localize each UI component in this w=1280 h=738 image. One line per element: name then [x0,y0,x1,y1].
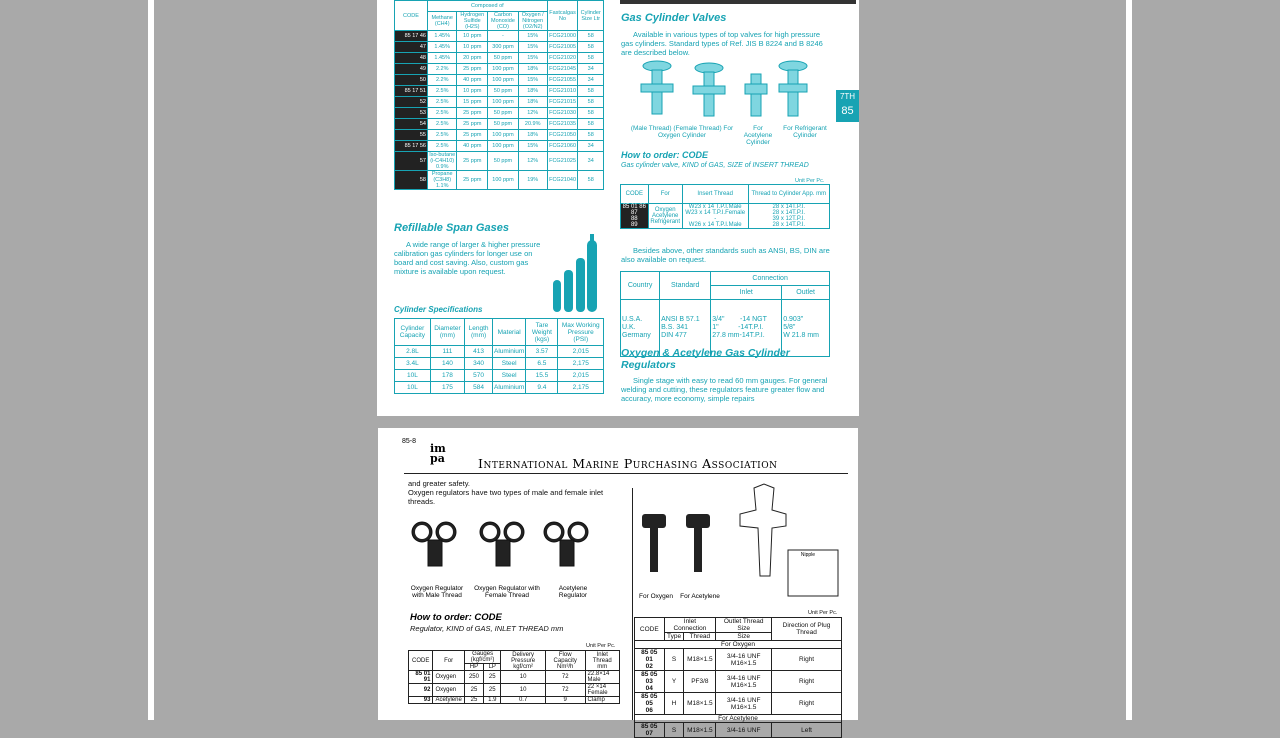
composition-cell: 58 [578,130,604,141]
reg-caption-female: Oxygen Regulator with Female Thread [474,585,540,599]
composition-cell: 100 ppm [488,141,519,152]
spec-cell: 3.4L [395,358,431,370]
col-co: Carbon Monoxide (CO) [488,12,519,31]
vt-insert-h: Insert Thread [682,185,748,204]
regulator-cell: 25 [484,671,501,684]
outlet-row [635,723,842,738]
regulator-cell: 25 [464,684,483,697]
composition-cell: 10 ppm [457,31,488,42]
outlet-cell: 85 05 05 06 [635,693,665,715]
composition-cell: FCG21045 [547,64,578,75]
composition-cell: 34 [578,152,604,171]
composition-code-cell: 55 [395,130,428,141]
composition-cell: 25 ppm [457,152,488,171]
regulator-cell: 0.7 [501,697,546,704]
outlet-cell: Left [772,723,842,738]
composition-cell: 2.5% [428,86,457,97]
regulator-cell: 22 ×14 Female [585,684,619,697]
composition-code-cell: 52 [395,97,428,108]
outlet-cell: Right [772,693,842,715]
valve-caption-oxygen: (Male Thread) (Female Thread) For Oxygen Cylinder [630,125,734,139]
valves-order-table [620,184,830,229]
composition-cell: FCG21040 [547,171,578,190]
col-o2: Oxygen / Nitrogen (O2/N2) [518,12,547,31]
regulator-intro: and greater safety. Oxygen regulators have two types of male and female inlet threads. [408,479,604,506]
spec-cell: 584 [465,382,493,394]
composition-cell: FCG21015 [547,97,578,108]
spec-cell: 2,175 [558,358,604,370]
composition-cell: 58 [578,42,604,53]
top-bar [620,0,856,4]
cylinder-specs-title: Cylinder Specifications [394,305,483,314]
refillable-title: Refillable Span Gases [394,222,509,234]
vt-fors: Oxygen Acetylene Refrigerant [648,204,682,229]
composition-table [394,0,604,190]
ot-thread-h: Thread [684,633,716,641]
reg-order-sub: Regulator, KIND of GAS, INLET THREAD mm [410,624,564,633]
composition-cell: 20 ppm [457,53,488,64]
impa-logo: im pa [430,442,446,465]
composition-row [395,130,604,141]
composition-code-cell: 85 17 51 [395,86,428,97]
regulator-cell: Acetylene [433,697,464,704]
valves-order-sub: Gas cylinder valve, KIND of GAS, SIZE of INSERT THREAD [621,162,809,169]
composition-row [395,31,604,42]
composition-cell: 100 ppm [488,64,519,75]
col-h2s: Hydrogen Sulfide (H2S) [457,12,488,31]
composition-cell: 2.5% [428,141,457,152]
composition-row [395,152,604,171]
rt-inlet-h: Inlet Thread mm [585,651,619,671]
outlet-cell: S [664,649,684,671]
composition-cell: - [488,31,519,42]
regulator-cell: Oxygen [433,684,464,697]
composition-cell: 2.2% [428,75,457,86]
composition-code-cell: 48 [395,53,428,64]
composition-row [395,64,604,75]
valves-diagram [636,480,846,604]
composition-row [395,108,604,119]
composition-cell: FCG21010 [547,86,578,97]
composition-cell: 34 [578,141,604,152]
regulator-cell: 22.8×14 Male [585,671,619,684]
st-outlets: 0.903" 5/8" W 21.8 mm [782,300,830,357]
composition-cell: 58 [578,119,604,130]
spec-cell: 140 [430,358,464,370]
reg-caption-acetylene: Acetylene Regulator [558,585,588,599]
spec-cell: 2,015 [558,346,604,358]
regulator-cell: 9 [545,697,585,704]
outlet-cell: M18×1.5 [684,649,716,671]
vt-codes: 85 01 86 87 88 89 [621,204,649,229]
reg-caption-male: Oxygen Regulator with Male Thread [410,585,464,599]
ot-inlet-h: Inlet Connection [664,618,716,633]
composition-cell: 300 ppm [488,42,519,53]
composition-cell: 15% [518,53,547,64]
reg-how-to-order: How to order: CODE [410,612,502,623]
composition-code-cell: 57 [395,152,428,171]
composition-cell: 50 ppm [488,108,519,119]
outlet-cell: Right [772,671,842,693]
composition-cell: 2.5% [428,97,457,108]
regulator-cell: 72 [545,684,585,697]
vt-for-h: For [648,185,682,204]
composition-cell: 100 ppm [488,130,519,141]
composition-cell: 25 ppm [457,119,488,130]
spec-cell: 9.4 [526,382,558,394]
composition-cell: 58 [578,97,604,108]
composition-cell: 58 [578,31,604,42]
composition-row [395,119,604,130]
composition-cell: 34 [578,75,604,86]
outlet-cell: 85 05 07 [635,723,665,738]
composition-cell: 34 [578,64,604,75]
spec-header: Tare Weight (kgs) [526,319,558,346]
spec-header: Max Working Pressure (PSI) [558,319,604,346]
vt-code-h: CODE [621,185,649,204]
regulators-heading: Oxygen & Acetylene Gas Cylinder Regulators [621,347,790,371]
left-border-strip [148,0,154,720]
composition-cell: 50 ppm [488,119,519,130]
composition-cell: FCG21055 [547,75,578,86]
st-inlets: 3/4" -14 NGT 1" -14T.P.I. 27.8 mm-14T.P.I. [711,300,782,357]
composition-cell: 50 ppm [488,53,519,64]
regulator-cell: 72 [545,671,585,684]
outlet-cell: Y [664,671,684,693]
composition-cell: 2.5% [428,119,457,130]
composition-cell: Iso-butane (i-C4H10) 0.9% [429,152,456,170]
spec-cell: 15.5 [526,370,558,382]
rt-hp-h: HP [464,664,483,671]
st-standards: ANSI B 57.1 B.S. 341 DIN 477 [660,300,711,357]
composition-cell: 12% [518,108,547,119]
regulator-cell: 85 01 91 [409,671,433,684]
spec-cell: Aluminium [493,346,526,358]
spec-cell: 111 [430,346,464,358]
outlet-order-table [634,617,842,738]
diagram-caption-oxygen: For Oxygen [639,593,673,600]
outlet-cell: 85 05 01 02 [635,649,665,671]
composition-cell: 25 ppm [457,64,488,75]
composition-cell: 18% [518,130,547,141]
outlet-cell: Right [772,649,842,671]
composition-cell: 10 ppm [457,86,488,97]
regulator-row [409,671,620,684]
composition-cell: 10 ppm [457,42,488,53]
rt-gauges-h: Gauges (kgf/cm²) [464,651,501,664]
refillable-body: A wide range of larger & higher pressure calibration gas cylinders for longer use on board and cost saving. Also, custom gas mixture is available upon request. [394,240,541,276]
composition-cell: 15% [518,141,547,152]
composition-cell: 50 ppm [488,86,519,97]
spec-cell: 2,015 [558,370,604,382]
spec-cell: 570 [465,370,493,382]
composition-cell: 100 ppm [488,97,519,108]
composition-row [395,53,604,64]
composition-code-cell: 47 [395,42,428,53]
composition-cell: 25 ppm [457,108,488,119]
regulators-body: Single stage with easy to read 60 mm gauges. For general welding and cutting, these regulators feature greater flow and accuracy, more economy, simple repairs [621,376,828,403]
valves-illustration [633,58,833,126]
composition-cell: 15 ppm [457,97,488,108]
composition-cell: 15% [518,42,547,53]
composition-code-cell: 54 [395,119,428,130]
composition-cell: FCG21025 [547,152,578,171]
standards-table [620,271,830,357]
chapter-tab: 7TH 85 [836,90,859,122]
spec-row [395,346,604,358]
composition-cell: 18% [518,86,547,97]
ot-type-h: Type [664,633,684,641]
valves-besides: Besides above, other standards such as ANSI, BS, DIN are also available on request. [621,246,830,264]
regulator-cell: 10 [501,671,546,684]
composition-cell: 50 ppm [488,152,519,171]
outlet-cell: 3/4-16 UNF M16×1.5 [716,649,772,671]
ot-section-oxygen: For Oxygen [635,641,842,649]
header-rule [404,473,848,474]
valves-body: Available in various types of top valves for high pressure gas cylinders. Standard types of Ref. JIS B 8224 and B 8246 are described below. [621,30,823,57]
spec-cell: Steel [493,370,526,382]
composition-cell: 1.45% [428,42,457,53]
composition-cell: 2.5% [428,130,457,141]
composition-cell: 58 [578,108,604,119]
composition-cell: FCG21020 [547,53,578,64]
vt-inserts: W23 x 14 T.P.I.Male W23 x 14 T.P.I.Female - W26 x 14 T.P.I.Male [682,204,748,229]
composition-row [395,86,604,97]
reg-unit: Unit Per Pc. [586,643,616,649]
spec-cell: 10L [395,382,431,394]
spec-cell: 3.57 [526,346,558,358]
st-country-h: Country [621,272,660,300]
composition-row [395,171,604,190]
bottom-catalog-page [378,428,858,737]
ot-section-acetylene: For Acetylene [635,715,842,723]
col-methane: Methane (CH4) [428,12,457,31]
col-code: CODE [395,1,428,31]
composition-cell: FCG21035 [547,119,578,130]
spec-cell: 6.5 [526,358,558,370]
composition-cell: 1.45% [428,31,457,42]
spec-row [395,382,604,394]
outlet-row [635,693,842,715]
composition-cell: FCG21030 [547,108,578,119]
spec-header: Diameter (mm) [430,319,464,346]
composition-cell: 58 [578,86,604,97]
spec-header: Length (mm) [465,319,493,346]
composition-cell: 58 [578,53,604,64]
outlet-cell: PF3/8 [684,671,716,693]
regulator-cell: Clamp [585,697,619,704]
spec-cell: 178 [430,370,464,382]
outlet-row [635,649,842,671]
regulators-illustration [408,514,618,582]
regulator-cell: 1.9 [484,697,501,704]
rt-code-h: CODE [409,651,433,671]
st-standard-h: Standard [660,272,711,300]
composition-cell: 25 ppm [457,171,488,190]
spec-cell: 413 [465,346,493,358]
top-catalog-page [377,0,859,416]
composition-cell: 20.9% [518,119,547,130]
composition-code-cell: 85 17 56 [395,141,428,152]
ot-code-h: CODE [635,618,665,641]
composition-cell: 100 ppm [488,75,519,86]
spec-cell: 10L [395,370,431,382]
outlet-cell: H [664,693,684,715]
regulator-cell: 25 [464,697,483,704]
outlet-cell: S [664,723,684,738]
rt-flow-h: Flow Capacity Nm³/h [545,651,585,671]
composition-cell: FCG21060 [547,141,578,152]
composition-cell: 25 ppm [457,130,488,141]
page-number: 85-8 [402,438,417,445]
spec-cell: Steel [493,358,526,370]
composition-code-cell: 50 [395,75,428,86]
regulator-row [409,684,620,697]
st-connection-h: Connection [711,272,830,286]
valve-caption-refrigerant: For Refrigerant Cylinder [783,125,827,139]
association-title: International Marine Purchasing Association [478,456,778,471]
spec-header: Cylinder Capacity [395,319,431,346]
composition-cell: 18% [518,97,547,108]
outlet-cell: 3/4-16 UNF M16×1.5 [716,693,772,715]
composition-cell: 40 ppm [457,75,488,86]
outlet-cell: M18×1.5 [684,723,716,738]
composition-cell: 2.5% [428,108,457,119]
spec-cell: 340 [465,358,493,370]
composition-cell: 15% [518,31,547,42]
outlet-cell: M18×1.5 [684,693,716,715]
regulator-cell: Oxygen [433,671,464,684]
composition-cell: 12% [518,152,547,171]
composition-code-cell: 49 [395,64,428,75]
ot-direction-h: Direction of Plug Thread [772,618,842,641]
regulator-cell: 93 [409,697,433,704]
composition-cell: 58 [578,171,604,190]
composition-cell: 15% [518,75,547,86]
spec-cell: 2.8L [395,346,431,358]
composition-cell: FCG21005 [547,42,578,53]
composition-row [395,97,604,108]
composition-cell: 18% [518,64,547,75]
composition-row [395,42,604,53]
regulator-order-table [408,650,620,704]
spec-cell: 2,175 [558,382,604,394]
composition-cell: 2.2% [428,64,457,75]
st-countries: U.S.A. U.K. Germany [621,300,660,357]
rt-lp-h: LP [484,664,501,671]
spec-cell: Aluminium [493,382,526,394]
composition-code-cell: 85 17 46 [395,31,428,42]
outlet-cell: 85 05 03 04 [635,671,665,693]
composition-code-cell: 53 [395,108,428,119]
regulator-cell: 92 [409,684,433,697]
vt-thread-h: Thread to Cylinder App. mm [748,185,829,204]
composition-code-cell: 58 [395,171,428,190]
outlet-unit: Unit Per Pc. [808,610,838,616]
vt-threads: 28 x 14T.P.I. 28 x 14T.P.I. 39 x 12T.P.I. 28 x 14T.P.I. [748,204,829,229]
cylinders-illustration [551,232,599,316]
composed-of-header: Composed of [428,1,548,12]
st-inlet-h: Inlet [711,286,782,300]
composition-cell: Propane (C3H8) 1.1% [428,171,457,190]
composition-cell: FCG21050 [547,130,578,141]
regulator-cell: 25 [484,684,501,697]
outlet-row [635,671,842,693]
ot-size-h: Size [716,633,772,641]
outlet-cell: 3/4-16 UNF [716,723,772,738]
col-fastcalgas: Fastcalgas No [547,1,578,31]
outlet-cell: 3/4-16 UNF M16×1.5 [716,671,772,693]
regulator-row [409,697,620,704]
composition-cell: 19% [518,171,547,190]
composition-cell: 1.45% [428,53,457,64]
spec-header: Material [493,319,526,346]
col-size: Cylinder Size Ltr [578,1,604,31]
cylinder-specs-table [394,318,604,394]
diagram-caption-nipple: Nipple [800,552,816,558]
valves-unit: Unit Per Pc. [795,178,825,184]
valves-how-to-order: How to order: CODE [621,150,708,160]
diagram-caption-acetylene: For Acetylene [680,593,720,600]
valves-title: Gas Cylinder Valves [621,12,727,24]
regulator-cell: 10 [501,684,546,697]
rt-delivery-h: Delivery Pressure kgf/cm² [501,651,546,671]
column-divider [632,488,633,720]
composition-cell: 40 ppm [457,141,488,152]
composition-cell: FCG21000 [547,31,578,42]
spec-cell: 175 [430,382,464,394]
rt-for-h: For [433,651,464,671]
right-border-strip [1126,0,1132,720]
st-outlet-h: Outlet [782,286,830,300]
composition-row [395,75,604,86]
regulator-cell: 250 [464,671,483,684]
composition-row [395,141,604,152]
composition-cell: 100 ppm [488,171,519,190]
spec-row [395,370,604,382]
valve-caption-acetylene: For Acetylene Cylinder [743,125,773,146]
ot-outlet-h: Outlet Thread Size [716,618,772,633]
spec-row [395,358,604,370]
